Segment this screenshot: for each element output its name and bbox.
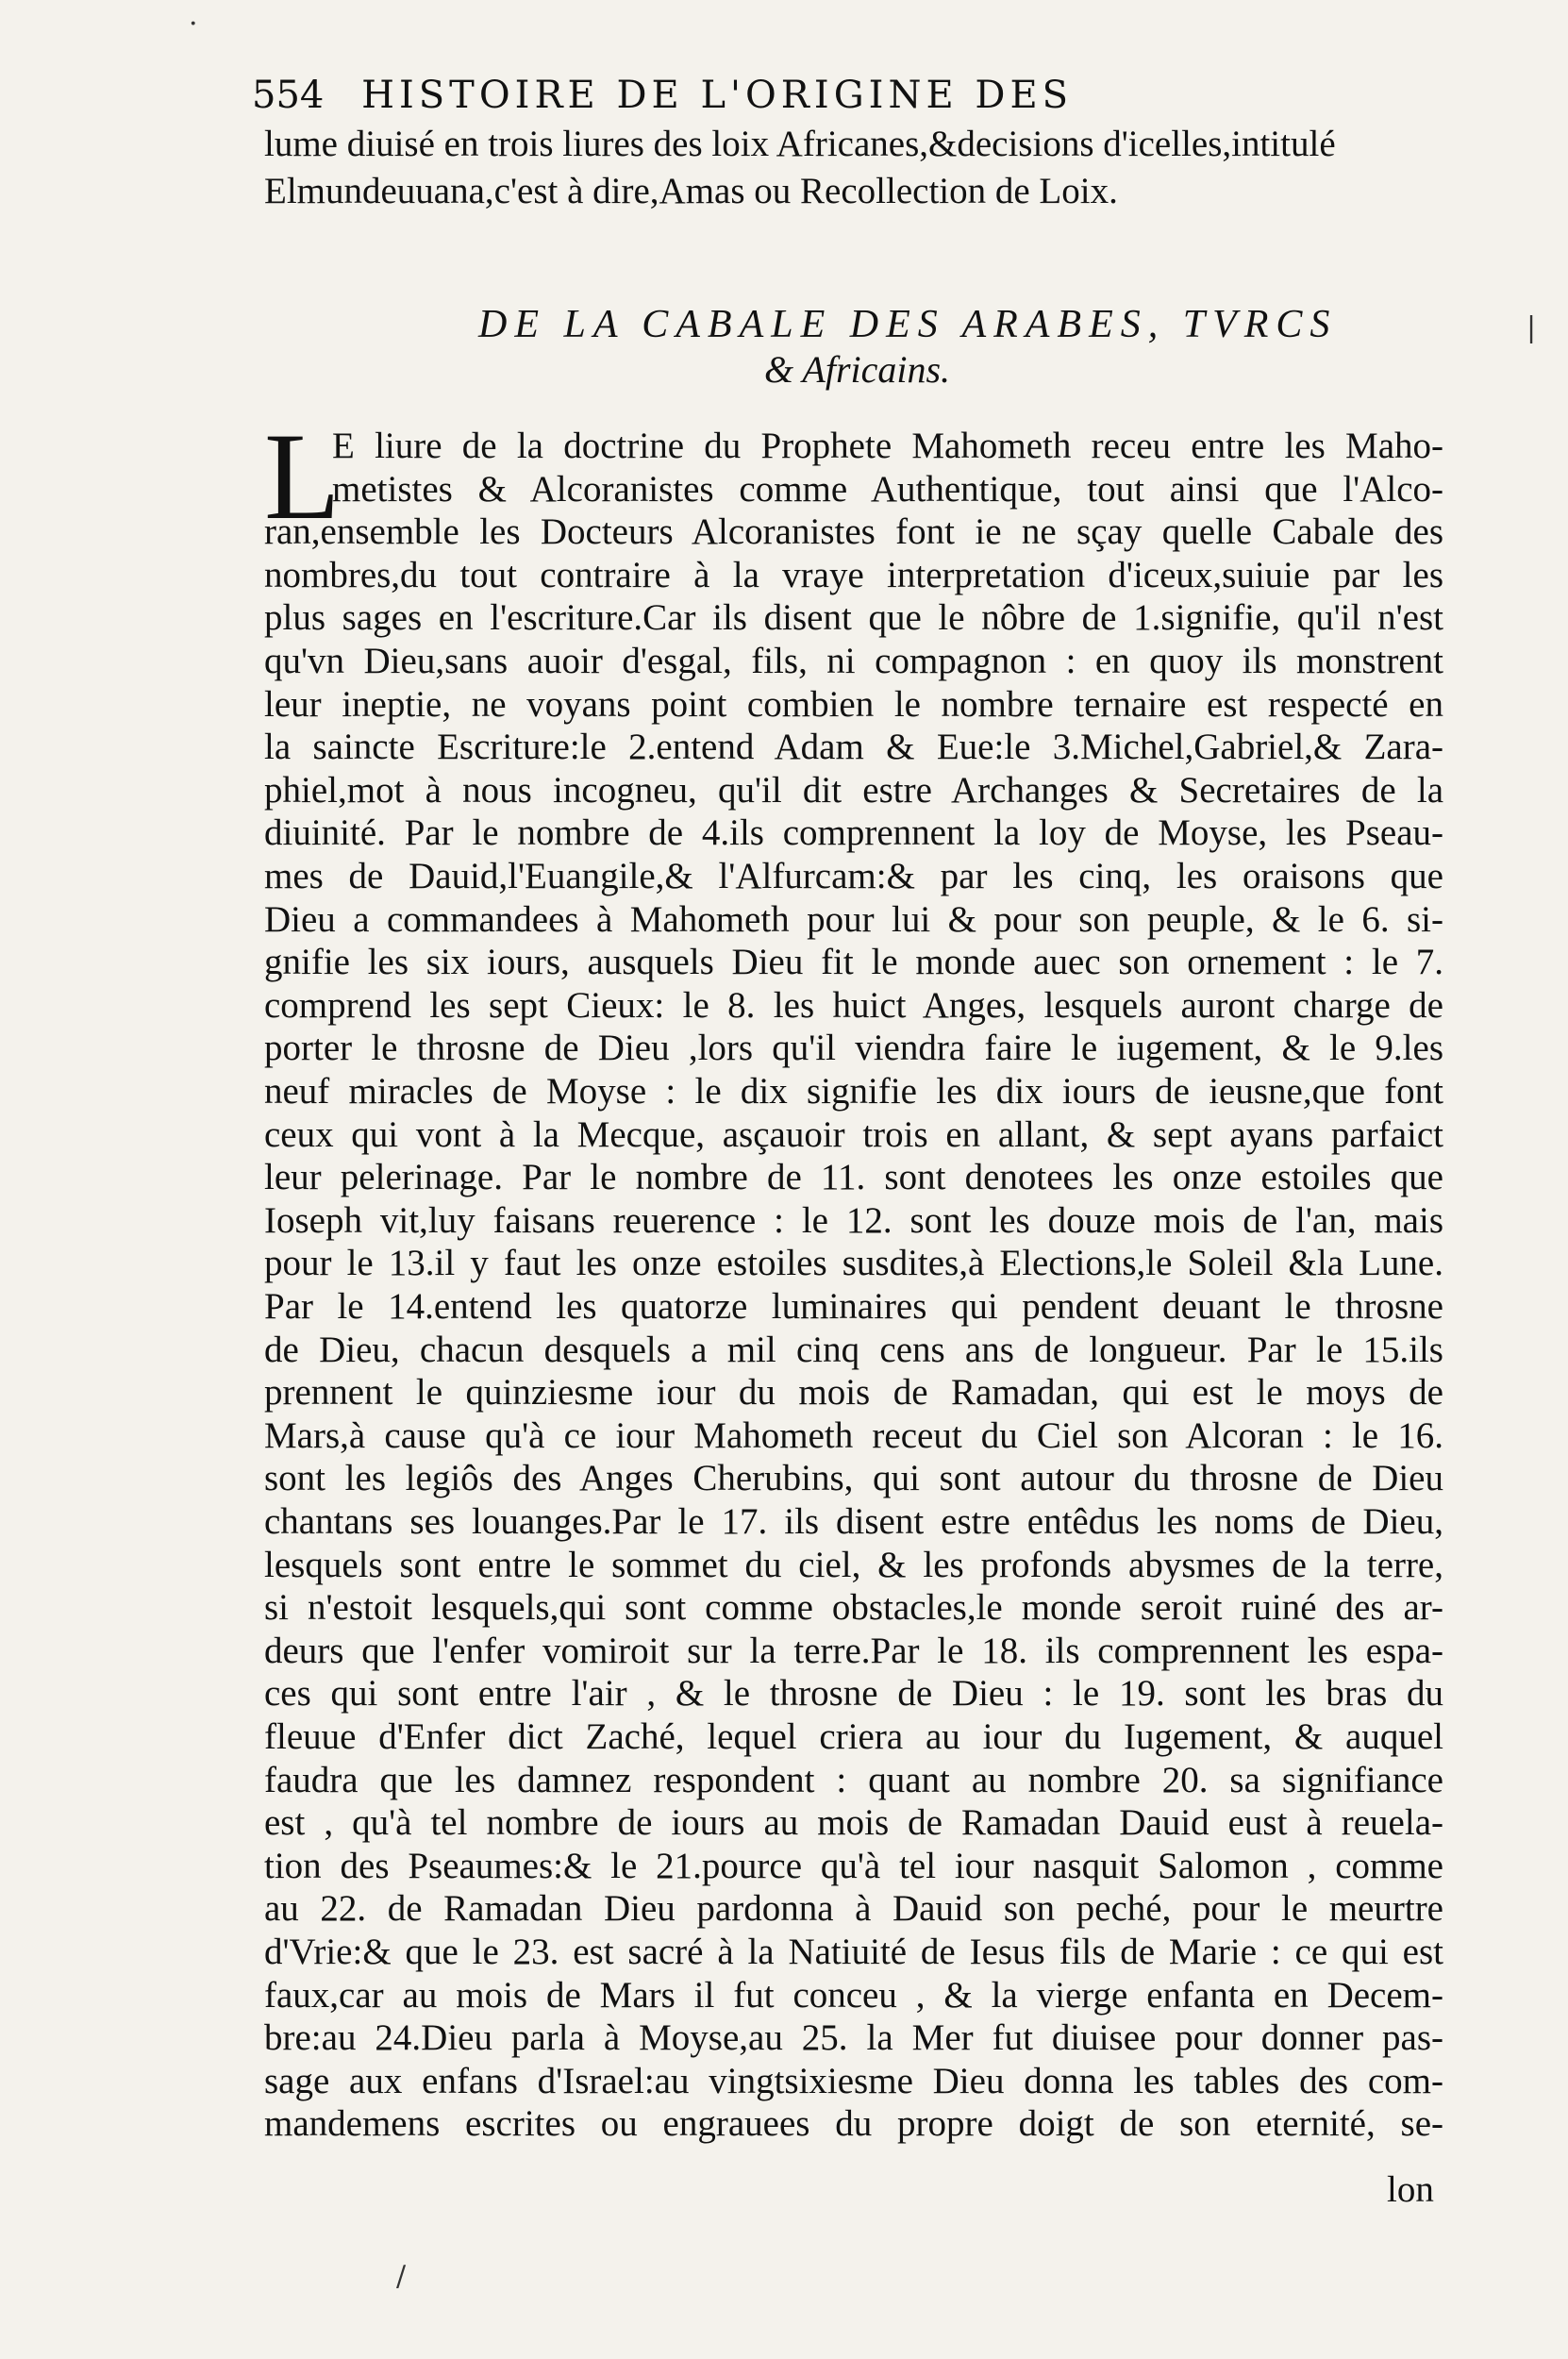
section-subtitle: & Africains. <box>764 348 951 391</box>
body-line: comprend les sept Cieux: le 8. les huict Anges, lesquels auront charge de <box>264 984 1443 1026</box>
body-line: neuf miracles de Moyse : le dix signifie les dix iours de ieusne,que font <box>264 1071 1443 1112</box>
margin-mark: | <box>1526 311 1537 344</box>
section-title: DE LA CABALE DES ARABES, TVRCS <box>478 303 1338 346</box>
body-line: au 22. de Ramadan Dieu pardonna à Dauid son peché, pour le meurtre <box>264 1888 1443 1930</box>
running-title: HISTOIRE DE L'ORIGINE DES <box>361 74 1074 117</box>
body-line: fleuue d'Enfer dict Zaché, lequel criera au iour du Iugement, & auquel <box>264 1716 1443 1757</box>
margin-mark: / <box>396 2260 407 2293</box>
body-line: de Dieu, chacun desquels a mil cinq cens ans de longueur. Par le 15.ils <box>264 1329 1443 1370</box>
body-line: diuinité. Par le nombre de 4.ils comprennent la loy de Moyse, les Pseau- <box>264 812 1443 854</box>
body-line: Par le 14.entend les quatorze luminaires qui pendent deuant le throsne <box>264 1286 1443 1327</box>
page-number: 554 <box>252 74 325 117</box>
drop-cap: L <box>264 407 341 545</box>
body-line: chantans ses louanges.Par le 17. ils disent estre entêdus les noms de Dieu, <box>264 1501 1443 1542</box>
catchword: lon <box>1387 2169 1434 2210</box>
body-line: mes de Dauid,l'Euangile,& l'Alfurcam:& par les cinq, les oraisons que <box>264 856 1443 896</box>
body-line: sont les legiôs des Anges Cherubins, qui sont autour du throsne de Dieu <box>264 1458 1443 1499</box>
body-line: faudra que les damnez respondent : quant au nombre 20. sa signifiance <box>264 1759 1443 1800</box>
body-line: bre:au 24.Dieu parla à Moyse,au 25. la Mer fut diuisee pour donner pas- <box>264 2017 1443 2059</box>
body-line: gnifie les six iours, ausquels Dieu fit le monde auec son ornement : le 7. <box>264 942 1443 983</box>
body-line: d'Vrie:& que le 23. est sacré à la Natiuité de Iesus fils de Marie : ce qui est <box>264 1932 1443 1972</box>
body-line: leur ineptie, ne voyans point combien le nombre ternaire est respecté en <box>264 683 1443 725</box>
body-line: plus sages en l'escriture.Car ils disent que le nôbre de 1.signifie, qu'il n'est <box>264 597 1443 639</box>
body-line: lesquels sont entre le sommet du ciel, & les profonds abysmes de la terre, <box>264 1544 1443 1585</box>
body-line: prennent le quinziesme iour du mois de Ramadan, qui est le moys de <box>264 1372 1443 1414</box>
body-line: Ioseph vit,luy faisans reuerence : le 12. sont les douze mois de l'an, mais <box>264 1199 1443 1241</box>
body-line: tion des Pseaumes:& le 21.pource qu'à tel iour nasquit Salomon , comme <box>264 1845 1443 1886</box>
intro-line: lume diuisé en trois liures des loix Africanes,&decisions d'icelles,intitulé <box>264 124 1336 164</box>
body-line: Dieu a commandees à Mahometh pour lui & pour son peuple, & le 6. si- <box>264 898 1443 940</box>
body-line: mandemens escrites ou engrauees du propre doigt de son eternité, se- <box>264 2103 1443 2145</box>
body-line: phiel,mot à nous incogneu, qu'il dit estre Archanges & Secretaires de la <box>264 769 1443 811</box>
body-line: ran,ensemble les Docteurs Alcoranistes font ie ne sçay quelle Cabale des <box>264 511 1443 553</box>
body-line: Mars,à cause qu'à ce iour Mahometh receut du Ciel son Alcoran : le 16. <box>264 1414 1443 1456</box>
body-line: nombres,du tout contraire à la vraye interpretation d'iceux,suiuie par les <box>264 554 1443 595</box>
intro-line: Elmundeuuana,c'est à dire,Amas ou Recollection de Loix. <box>264 171 1118 211</box>
body-line: sage aux enfans d'Israel:au vingtsixiesme Dieu donna les tables des com- <box>264 2060 1443 2101</box>
body-line: leur pelerinage. Par le nombre de 11. sont denotees les onze estoiles que <box>264 1157 1443 1198</box>
body-line: metistes & Alcoranistes comme Authentique, tout ainsi que l'Alco- <box>332 468 1443 510</box>
body-line: qu'vn Dieu,sans auoir d'esgal, fils, ni compagnon : en quoy ils monstrent <box>264 641 1443 681</box>
margin-mark: · <box>189 8 198 41</box>
body-line: ces qui sont entre l'air , & le throsne de Dieu : le 19. sont les bras du <box>264 1673 1443 1715</box>
body-line: est , qu'à tel nombre de iours au mois de Ramadan Dauid eust à reuela- <box>264 1802 1443 1844</box>
body-line: la saincte Escriture:le 2.entend Adam & Eue:le 3.Michel,Gabriel,& Zara- <box>264 727 1443 768</box>
running-header <box>252 74 1252 117</box>
body-line: pour le 13.il y faut les onze estoiles susdites,à Elections,le Soleil &la Lune. <box>264 1243 1443 1284</box>
body-line: E liure de la doctrine du Prophete Mahometh receu entre les Maho- <box>332 426 1443 466</box>
body-line: si n'estoit lesquels,qui sont comme obstacles,le monde seroit ruiné des ar- <box>264 1587 1443 1629</box>
body-line: faux,car au mois de Mars il fut conceu , & la vierge enfanta en Decem- <box>264 1974 1443 2016</box>
body-line: ceux qui vont à la Mecque, asçauoir trois en allant, & sept ayans parfaict <box>264 1113 1443 1155</box>
body-line: deurs que l'enfer vomiroit sur la terre.Par le 18. ils comprennent les espa- <box>264 1630 1443 1671</box>
body-line: porter le throsne de Dieu ,lors qu'il viendra faire le iugement, & le 9.les <box>264 1028 1443 1069</box>
